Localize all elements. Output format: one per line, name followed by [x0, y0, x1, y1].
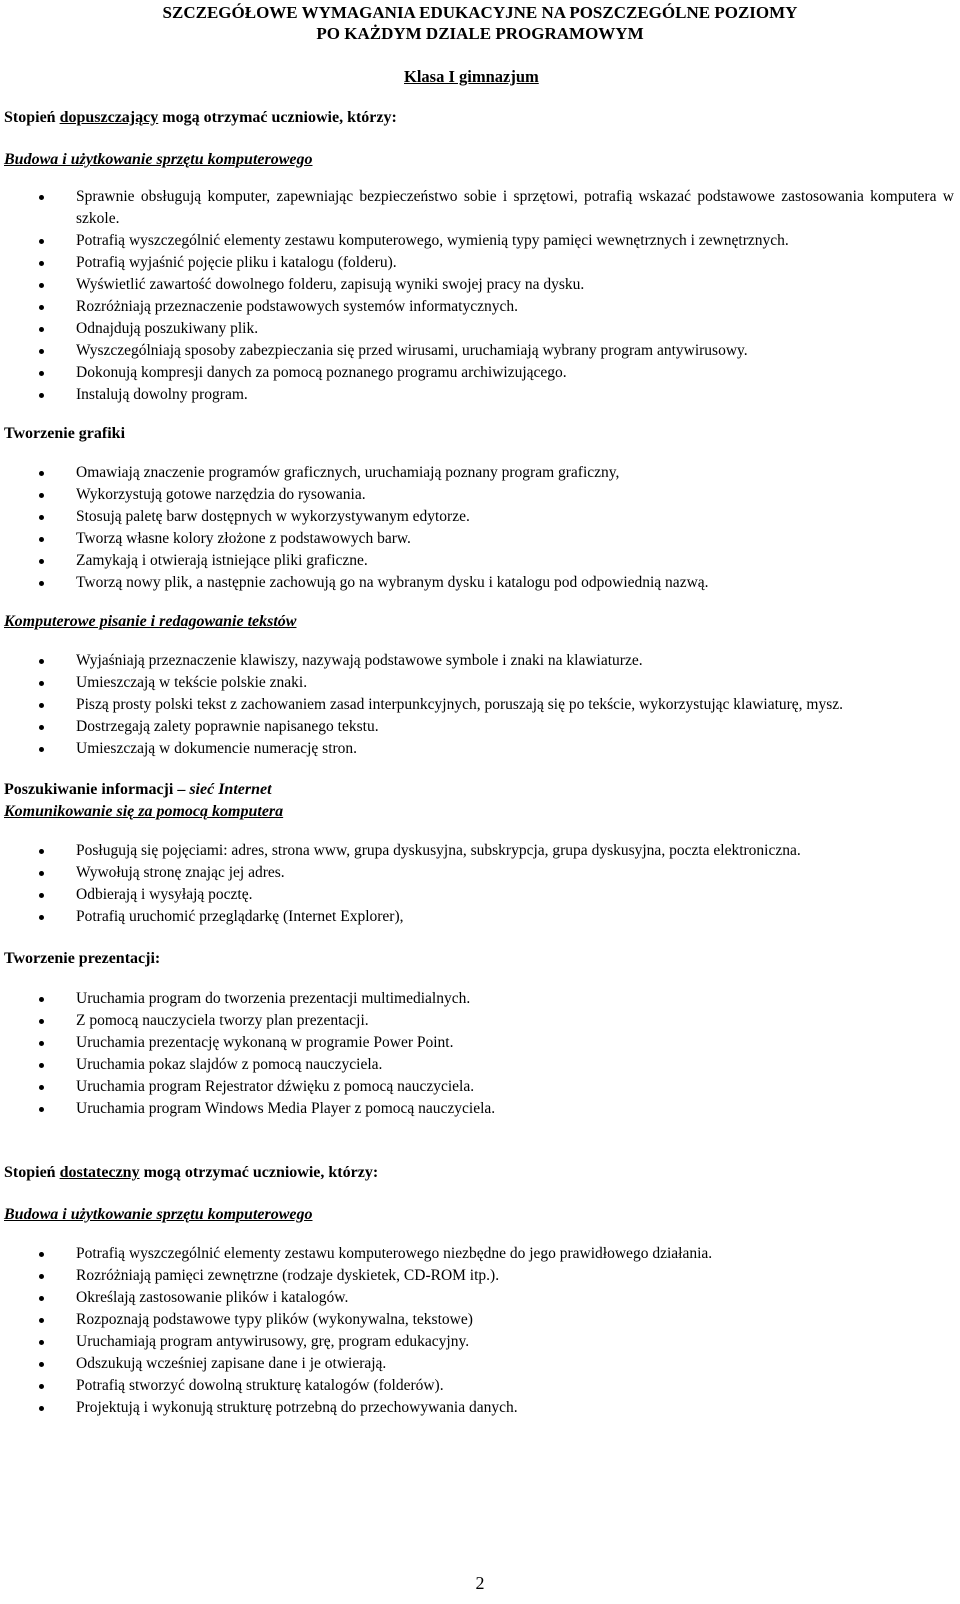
level-heading-prefix: Stopień — [4, 1164, 60, 1181]
bullet-icon — [39, 893, 44, 898]
list-item-text: Dostrzegają zalety poprawnie napisanego tekstu. — [76, 718, 379, 735]
list-item — [4, 738, 954, 760]
list-item — [4, 1243, 954, 1265]
list-item — [4, 1054, 954, 1076]
bullet-icon — [39, 1384, 44, 1389]
bullet-icon — [39, 1340, 44, 1345]
list-item-text: Z pomocą nauczyciela tworzy plan prezentacji. — [76, 1012, 369, 1029]
bullet-icon — [39, 305, 44, 310]
list-item — [4, 1375, 954, 1397]
list-hardware — [4, 186, 954, 406]
list-item-text: Potrafią uruchomić przeglądarkę (Internet Explorer), — [76, 908, 404, 925]
list-item — [4, 296, 954, 318]
bullet-icon — [39, 1063, 44, 1068]
list-item — [4, 230, 954, 252]
bullet-icon — [39, 1041, 44, 1046]
list-item-text: Potrafią stworzyć dowolną strukturę katalogów (folderów). — [76, 1377, 444, 1394]
bullet-icon — [39, 1274, 44, 1279]
list-item — [4, 462, 954, 484]
list-item-text: Uruchamiają program antywirusowy, grę, program edukacyjny. — [76, 1333, 470, 1350]
bullet-icon — [39, 997, 44, 1002]
list-item — [4, 1098, 954, 1120]
bullet-icon — [39, 493, 44, 498]
list-item-text: Umieszczają w dokumencie numerację stron. — [76, 740, 358, 757]
list-item-text: Odbierają i wysyłają pocztę. — [76, 886, 253, 903]
bullet-icon — [39, 239, 44, 244]
bullet-icon — [39, 1406, 44, 1411]
list-item — [4, 1397, 954, 1419]
list-item-text: Potrafią wyszczególnić elementy zestawu komputerowego, wymienią typy pamięci wewnętrznych i zewnętrznych. — [76, 232, 789, 249]
class-label: Klasa I gimnazjum — [404, 67, 539, 86]
list-item-text: Uruchamia program do tworzenia prezentacji multimedialnych. — [76, 990, 471, 1007]
list-item-text: Piszą prosty polski tekst z zachowaniem zasad interpunkcyjnych, poruszają się po tekście, wykorzystując klawiaturę, mysz. — [76, 696, 844, 713]
list-item — [4, 362, 954, 384]
bullet-icon — [39, 195, 44, 200]
list-item — [4, 672, 954, 694]
list-item — [4, 572, 954, 594]
list-writing — [4, 650, 954, 760]
section-title-presentations: Tworzenie prezentacji: — [4, 950, 161, 967]
list-item-text: Wyjaśniają przeznaczenie klawiszy, nazywają podstawowe symbole i znaki na klawiaturze. — [76, 652, 643, 669]
section-title-internet-plain: Poszukiwanie informacji – — [4, 781, 190, 798]
bullet-icon — [39, 471, 44, 476]
section-title-writing: Komputerowe pisanie i redagowanie tekstów — [4, 613, 297, 630]
bullet-icon — [39, 261, 44, 266]
list-item-text: Tworzą nowy plik, a następnie zachowują go na wybranym dysku i katalogu pod odpowiednią nazwą. — [76, 574, 709, 591]
list-item-text: Stosują paletę barw dostępnych w wykorzystywanym edytorze. — [76, 508, 470, 525]
list-item — [4, 550, 954, 572]
list-presentations — [4, 988, 954, 1120]
list-item — [4, 1353, 954, 1375]
bullet-icon — [39, 747, 44, 752]
level-heading-suffix: mogą otrzymać uczniowie, którzy: — [139, 1164, 379, 1181]
bullet-icon — [39, 283, 44, 288]
list-item — [4, 988, 954, 1010]
bullet-icon — [39, 659, 44, 664]
list-item-text: Potrafią wyjaśnić pojęcie pliku i katalogu (folderu). — [76, 254, 397, 271]
bullet-icon — [39, 849, 44, 854]
list-item — [4, 1331, 954, 1353]
list-hardware-2 — [4, 1243, 954, 1419]
bullet-icon — [39, 349, 44, 354]
list-internet — [4, 840, 954, 928]
section-title-hardware: Budowa i użytkowanie sprzętu komputerowego — [4, 151, 313, 168]
list-item — [4, 252, 954, 274]
bullet-icon — [39, 327, 44, 332]
list-item — [4, 1010, 954, 1032]
list-item-text: Rozpoznają podstawowe typy plików (wykonywalna, tekstowe) — [76, 1311, 473, 1328]
list-item — [4, 650, 954, 672]
section-title-graphics: Tworzenie grafiki — [4, 425, 126, 442]
document-title-line-2: PO KAŻDYM DZIALE PROGRAMOWYM — [316, 24, 644, 43]
list-item-text: Potrafią wyszczególnić elementy zestawu komputerowego niezbędne do jego prawidłowego działania. — [76, 1245, 713, 1262]
list-item — [4, 1309, 954, 1331]
bullet-icon — [39, 371, 44, 376]
list-item — [4, 484, 954, 506]
bullet-icon — [39, 1085, 44, 1090]
bullet-icon — [39, 1318, 44, 1323]
list-item — [4, 1076, 954, 1098]
list-item — [4, 186, 954, 230]
level-heading-grade: dopuszczający — [59, 109, 159, 126]
list-item-text: Wywołują stronę znając jej adres. — [76, 864, 285, 881]
list-item — [4, 274, 954, 296]
list-item-text: Rozróżniają przeznaczenie podstawowych systemów informatycznych. — [76, 298, 519, 315]
list-item — [4, 1265, 954, 1287]
list-item — [4, 694, 954, 716]
list-item-text: Projektują i wykonują strukturę potrzebną do przechowywania danych. — [76, 1399, 518, 1416]
page-number: 2 — [475, 1573, 485, 1593]
list-item-text: Wyszczególniają sposoby zabezpieczania się przed wirusami, uruchamiają wybrany program antywirusowy. — [76, 342, 748, 359]
bullet-icon — [39, 871, 44, 876]
level-heading-dostateczny — [4, 1162, 954, 1184]
bullet-icon — [39, 1296, 44, 1301]
list-item-text: Tworzą własne kolory złożone z podstawowych barw. — [76, 530, 411, 547]
list-item-text: Uruchamia pokaz slajdów z pomocą nauczyciela. — [76, 1056, 383, 1073]
list-item-text: Dokonują kompresji danych za pomocą poznanego programu archiwizującego. — [76, 364, 567, 381]
list-item — [4, 1287, 954, 1309]
level-heading-dopuszczajacy — [4, 107, 954, 129]
list-item-text: Wykorzystują gotowe narzędzia do rysowania. — [76, 486, 366, 503]
bullet-icon — [39, 559, 44, 564]
list-item — [4, 862, 954, 884]
bullet-icon — [39, 515, 44, 520]
list-item — [4, 840, 954, 862]
bullet-icon — [39, 581, 44, 586]
list-item-text: Omawiają znaczenie programów graficznych, uruchamiają poznany program graficzny, — [76, 464, 620, 481]
bullet-icon — [39, 1252, 44, 1257]
section-title-internet-italic: sieć Internet — [189, 781, 272, 798]
list-item — [4, 528, 954, 550]
list-item-text: Instalują dowolny program. — [76, 386, 248, 403]
list-item-text: Uruchamia program Rejestrator dźwięku z pomocą nauczyciela. — [76, 1078, 475, 1095]
bullet-icon — [39, 1019, 44, 1024]
bullet-icon — [39, 1362, 44, 1367]
list-item — [4, 884, 954, 906]
list-item-text: Zamykają i otwierają istniejące pliki graficzne. — [76, 552, 368, 569]
list-item — [4, 716, 954, 738]
document-title-line-1: SZCZEGÓŁOWE WYMAGANIA EDUKACYJNE NA POSZCZEGÓLNE POZIOMY — [162, 3, 798, 22]
list-item — [4, 506, 954, 528]
list-item-text: Rozróżniają pamięci zewnętrzne (rodzaje dyskietek, CD-ROM itp.). — [76, 1267, 500, 1284]
list-item-text: Uruchamia program Windows Media Player z pomocą nauczyciela. — [76, 1100, 496, 1117]
level-heading-prefix: Stopień — [4, 109, 60, 126]
list-item-text: Posługują się pojęciami: adres, strona www, grupa dyskusyjna, subskrypcja, grupa dyskusyjna, poczta elektroniczna. — [76, 842, 801, 859]
list-item — [4, 906, 954, 928]
section-title-internet — [4, 779, 954, 801]
section-subtitle-communication: Komunikowanie się za pomocą komputera — [4, 803, 284, 820]
list-item — [4, 1032, 954, 1054]
section-title-hardware-2: Budowa i użytkowanie sprzętu komputerowego — [4, 1206, 313, 1223]
list-item-text: Umieszczają w tekście polskie znaki. — [76, 674, 308, 691]
list-item-text: Określają zastosowanie plików i katalogów. — [76, 1289, 349, 1306]
list-item-text: Wyświetlić zawartość dowolnego folderu, zapisują wyniki swojej pracy na dysku. — [76, 276, 585, 293]
bullet-icon — [39, 1107, 44, 1112]
bullet-icon — [39, 915, 44, 920]
bullet-icon — [39, 681, 44, 686]
list-graphics — [4, 462, 954, 594]
document-content — [4, 107, 954, 1419]
list-item — [4, 318, 954, 340]
list-item-text: Odnajdują poszukiwany plik. — [76, 320, 259, 337]
list-item-text: Sprawnie obsługują komputer, zapewniając bezpieczeństwo sobie i sprzętowi, potrafią wskazać podstawowe zastosowania komputera w szkole. — [76, 188, 954, 227]
bullet-icon — [39, 393, 44, 398]
list-item-text: Odszukują wcześniej zapisane dane i je otwierają. — [76, 1355, 387, 1372]
level-heading-grade: dostateczny — [59, 1164, 140, 1181]
list-item — [4, 340, 954, 362]
bullet-icon — [39, 703, 44, 708]
bullet-icon — [39, 725, 44, 730]
list-item — [4, 384, 954, 406]
bullet-icon — [39, 537, 44, 542]
level-heading-suffix: mogą otrzymać uczniowie, którzy: — [158, 109, 397, 126]
list-item-text: Uruchamia prezentację wykonaną w programie Power Point. — [76, 1034, 454, 1051]
